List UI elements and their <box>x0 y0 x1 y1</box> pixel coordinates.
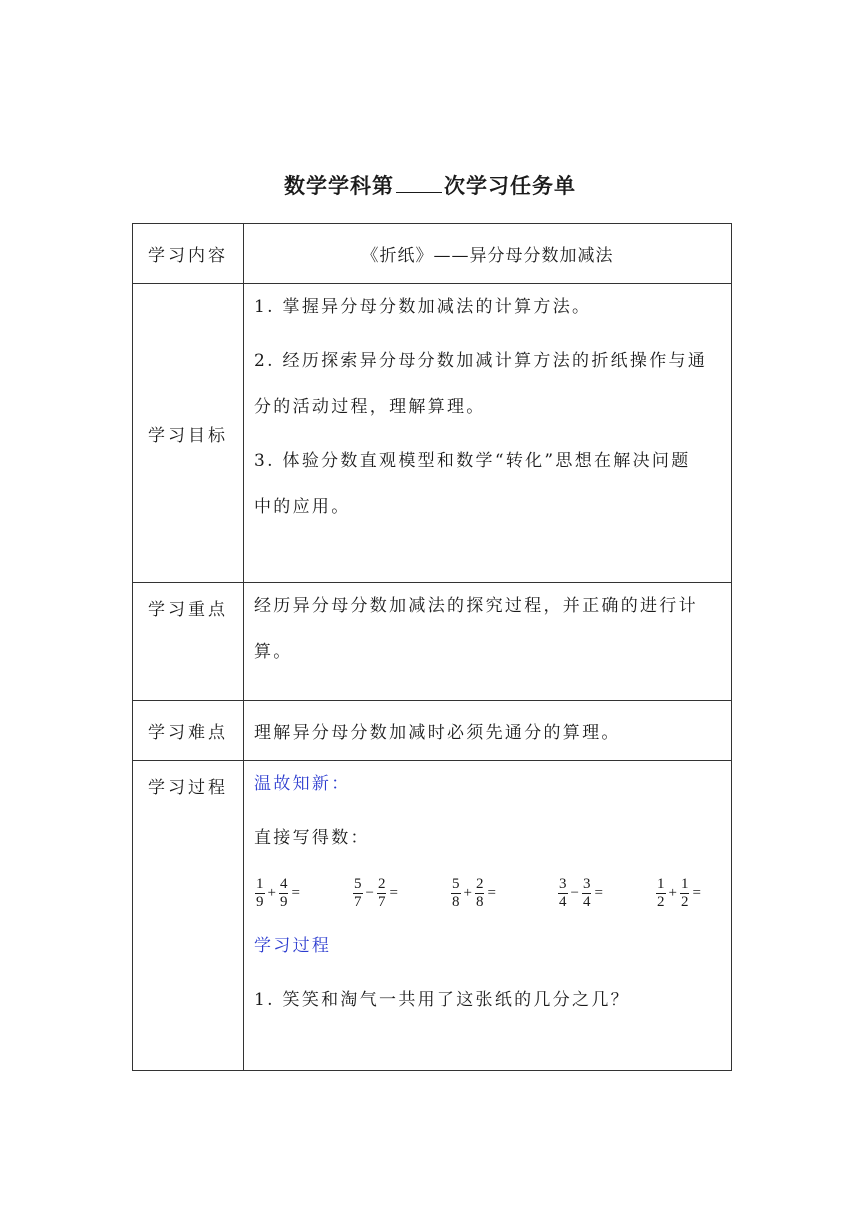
equals-sign: = <box>594 884 603 901</box>
numerator: 1 <box>657 875 665 892</box>
goal-item-3-cont: 中的应用。 <box>254 497 351 517</box>
operator: − <box>365 884 374 901</box>
fraction <box>680 876 690 911</box>
denominator: 4 <box>559 893 567 910</box>
difficulty-value: 理解异分母分数加减时必须先通分的算理。 <box>244 701 732 761</box>
equals-sign: = <box>692 884 701 901</box>
numerator: 3 <box>582 875 591 892</box>
row-key <box>133 583 732 701</box>
fraction-expression <box>254 876 352 911</box>
question-1: 1. 笑笑和淘气一共用了这张纸的几分之几？ <box>254 990 630 1010</box>
difficulty-label: 学习难点 <box>133 701 244 761</box>
fraction <box>582 876 592 911</box>
denominator: 8 <box>475 893 484 910</box>
fraction <box>255 876 265 911</box>
content-label: 学习内容 <box>133 224 244 284</box>
goals-cell <box>244 284 732 583</box>
title-suffix: 次学习任务单 <box>444 174 576 198</box>
row-difficulty <box>133 701 732 761</box>
review-heading: 温故知新： <box>254 774 351 794</box>
equals-sign: = <box>389 884 398 901</box>
key-line-2: 算。 <box>254 642 293 662</box>
content-value: 《折纸》——异分母分数加减法 <box>244 224 732 284</box>
goal-item-3: 3. 体验分数直观模型和数学“转化”思想在解决问题 <box>254 451 691 471</box>
title-blank <box>396 192 442 193</box>
goal-item-2-cont: 分的活动过程，理解算理。 <box>254 397 486 417</box>
operator: + <box>267 884 276 901</box>
process-cell <box>244 761 732 1071</box>
numerator: 1 <box>680 875 689 892</box>
denominator: 8 <box>452 893 460 910</box>
numerator: 2 <box>475 875 484 892</box>
process-label: 学习过程 <box>133 761 244 1071</box>
numerator: 1 <box>256 875 264 892</box>
key-line-1: 经历异分母分数加减法的探究过程，并正确的进行计 <box>254 596 698 616</box>
numerator: 5 <box>354 875 362 892</box>
fraction <box>377 876 387 911</box>
denominator: 9 <box>279 893 288 910</box>
task-table <box>132 223 732 1071</box>
goal-item-1: 1. 掌握异分母分数加减法的计算方法。 <box>254 297 592 317</box>
title-prefix: 数学学科第 <box>284 174 394 198</box>
operator: + <box>668 884 677 901</box>
fraction <box>656 876 666 911</box>
fraction <box>353 876 363 911</box>
equals-sign: = <box>291 884 300 901</box>
goals-label: 学习目标 <box>133 284 244 583</box>
operator: − <box>570 884 579 901</box>
instruction-text: 直接写得数： <box>254 828 370 848</box>
operator: + <box>463 884 472 901</box>
denominator: 7 <box>377 893 386 910</box>
fraction-expression <box>557 876 655 911</box>
row-goals <box>133 284 732 583</box>
key-cell <box>244 583 732 701</box>
numerator: 3 <box>559 875 567 892</box>
numerator: 5 <box>452 875 460 892</box>
fraction-expression <box>655 876 715 911</box>
fraction <box>475 876 485 911</box>
equals-sign: = <box>487 884 496 901</box>
fraction <box>558 876 568 911</box>
page-title <box>0 170 860 200</box>
denominator: 2 <box>657 893 665 910</box>
row-process <box>133 761 732 1071</box>
fraction <box>279 876 289 911</box>
process-heading: 学习过程 <box>254 936 332 956</box>
denominator: 9 <box>256 893 264 910</box>
fraction-expression <box>352 876 450 911</box>
denominator: 7 <box>354 893 362 910</box>
fraction <box>451 876 461 911</box>
denominator: 2 <box>680 893 689 910</box>
row-content <box>133 224 732 284</box>
expression-row <box>254 863 723 923</box>
fraction-expression <box>450 876 557 911</box>
goal-item-2: 2. 经历探索异分母分数加减计算方法的折纸操作与通 <box>254 351 708 371</box>
numerator: 4 <box>279 875 288 892</box>
numerator: 2 <box>377 875 386 892</box>
denominator: 4 <box>582 893 591 910</box>
key-label: 学习重点 <box>133 583 244 701</box>
